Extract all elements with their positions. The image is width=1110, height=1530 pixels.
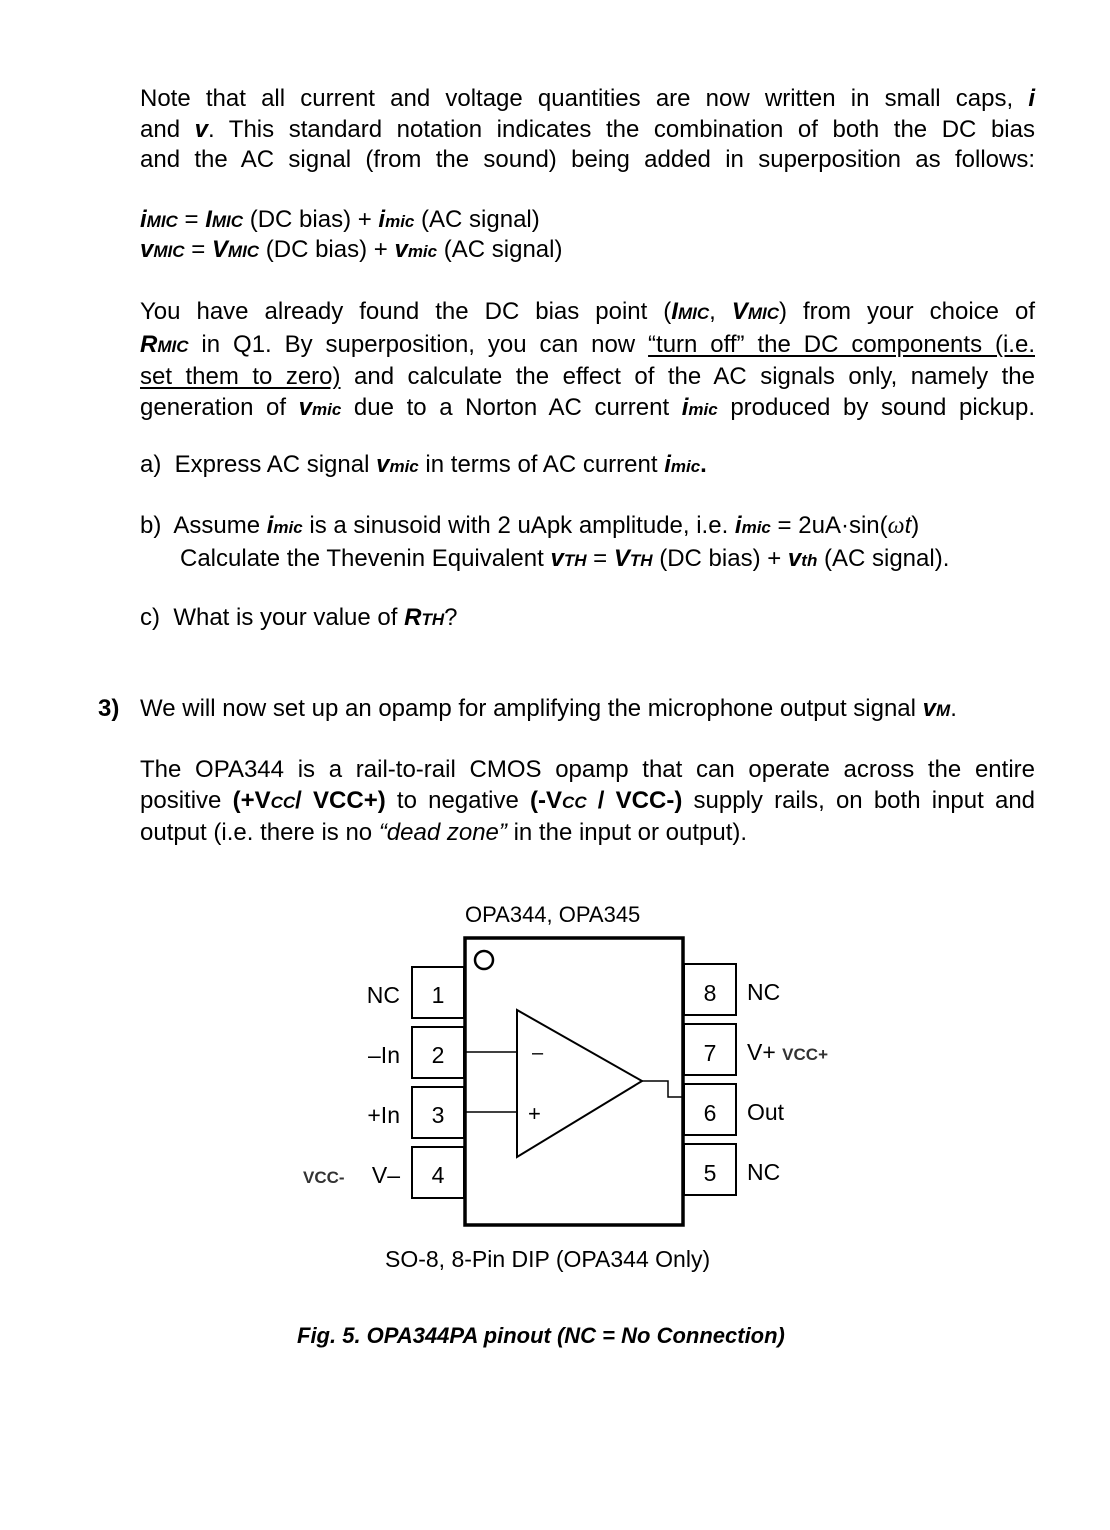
question-3-text: We will now set up an opamp for amplifying the microphone output signal vM. bbox=[140, 695, 957, 722]
question-b-line-1: b) Assume imic is a sinusoid with 2 uApk amplitude, i.e. imic = 2uA·sin(ωt) bbox=[140, 512, 920, 539]
plus-sign: + bbox=[528, 1101, 541, 1126]
pin-5-name: NC bbox=[747, 1159, 781, 1185]
intro-line-3: and the AC signal (from the sound) being added in superposition as follows: bbox=[140, 146, 1035, 173]
para2-line-2: RMIC in Q1. By superposition, you can now “turn off” the DC components (i.e. bbox=[140, 330, 1035, 358]
question-a: a) Express AC signal vmic in terms of AC current imic. bbox=[140, 451, 707, 478]
pin-3-name: +In bbox=[367, 1102, 400, 1128]
para3-line-3: output (i.e. there is no “dead zone” in the input or output). bbox=[140, 819, 748, 846]
pin-7-number: 7 bbox=[703, 1040, 717, 1066]
vcc-minus-label: VCC- bbox=[303, 1168, 345, 1187]
intro-line-1: Note that all current and voltage quantities are now written in small caps, i bbox=[140, 85, 1036, 112]
equation-voltage: vMIC = VMIC (DC bias) + vmic (AC signal) bbox=[140, 236, 563, 263]
pin-1-number: 1 bbox=[431, 982, 445, 1008]
minus-sign: – bbox=[532, 1042, 544, 1064]
pin-8-name: NC bbox=[747, 979, 781, 1005]
pin-4-number: 4 bbox=[431, 1162, 445, 1188]
para3-line-1: The OPA344 is a rail-to-rail CMOS opamp that can operate across the entire bbox=[140, 756, 1035, 783]
equation-current: iMIC = IMIC (DC bias) + imic (AC signal) bbox=[140, 206, 540, 233]
question-c: c) What is your value of RTH? bbox=[140, 604, 458, 631]
pin-8-number: 8 bbox=[703, 980, 717, 1006]
para2-line-1: You have already found the DC bias point (IMIC, VMIC) from your choice of bbox=[140, 298, 1035, 325]
pin-2-name: –In bbox=[368, 1042, 400, 1068]
vcc-plus-label: VCC+ bbox=[782, 1045, 828, 1064]
package-label: SO-8, 8-Pin DIP (OPA344 Only) bbox=[385, 1246, 711, 1272]
para3-line-2: positive (+VCC/ VCC+) to negative (-VCC / VCC-) supply rails, on both input and bbox=[140, 786, 1036, 814]
para2-line-4: generation of vmic due to a Norton AC current imic produced by sound pickup. bbox=[140, 393, 1036, 421]
intro-line-2: and v. This standard notation indicates the combination of both the DC bias bbox=[140, 115, 1035, 143]
para2-line-3: set them to zero) and calculate the effect of the AC signals only, namely the bbox=[140, 363, 1035, 390]
pin-5-number: 5 bbox=[703, 1160, 717, 1186]
pin-4-name: V– bbox=[371, 1162, 400, 1188]
pin-3-number: 3 bbox=[431, 1102, 445, 1128]
figure-caption: Fig. 5. OPA344PA pinout (NC = No Connection) bbox=[297, 1323, 785, 1348]
pin-1-name: NC bbox=[366, 982, 400, 1008]
question-3-number: 3) bbox=[98, 695, 120, 722]
pin-6-number: 6 bbox=[703, 1100, 717, 1126]
pin-7-name: V+ VCC+ bbox=[747, 1039, 828, 1065]
question-b-line-2: Calculate the Thevenin Equivalent vTH = VTH (DC bias) + vth (AC signal). bbox=[180, 544, 950, 572]
pin-6-name: Out bbox=[747, 1099, 785, 1125]
chip-title: OPA344, OPA345 bbox=[465, 902, 641, 927]
pin-2-number: 2 bbox=[431, 1042, 445, 1068]
